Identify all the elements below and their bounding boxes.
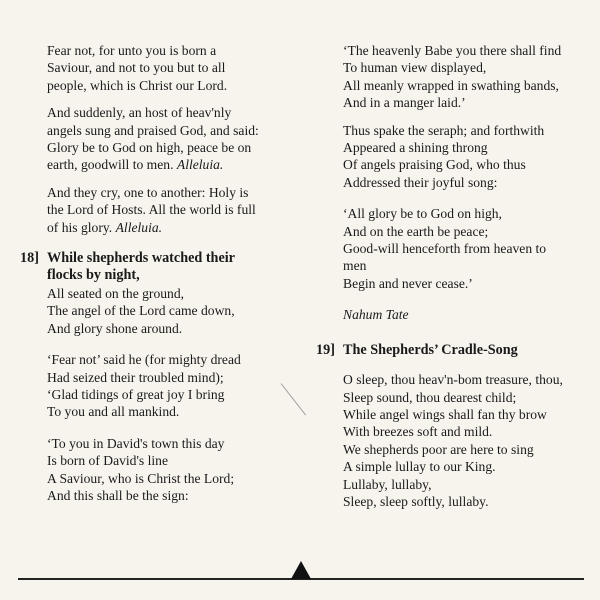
verse-line: A simple lullay to our King. <box>343 459 496 475</box>
verse-line: Had seized their troubled mind); <box>47 369 224 385</box>
verse-line <box>20 156 302 173</box>
verse-line: Saviour, and not to you but to all <box>47 60 226 76</box>
verse-line: Is born of David's line <box>47 453 168 469</box>
stanza <box>20 184 302 236</box>
verse-line: ‘Glad tidings of great joy I bring <box>47 386 225 402</box>
verse-line: Fear not, for unto you is born a <box>47 43 217 58</box>
verse-line: Of angels praising God, who thus <box>343 157 526 173</box>
stanza <box>316 205 592 292</box>
hymn-title-continued: flocks by night, <box>47 267 140 284</box>
verse-line: angels sung and praised God, and said: <box>47 122 259 138</box>
stanza <box>20 351 302 421</box>
verse-line: Sleep, sleep softly, lullaby. <box>343 493 489 509</box>
verse-line: ‘Fear not’ said he (for mighty dread <box>47 352 241 368</box>
hymn-18 <box>20 250 302 337</box>
verse-line: To you and all mankind. <box>47 404 180 420</box>
alleluia-text: Alleluia. <box>115 219 163 235</box>
verse-line: While angel wings shall fan thy brow <box>343 406 547 422</box>
stanza <box>20 104 302 174</box>
triangle-up-icon <box>291 561 311 579</box>
verse-line: To human view displayed, <box>343 60 487 76</box>
stanza <box>316 122 592 192</box>
right-column <box>316 42 592 520</box>
verse-line: Addressed their joyful song: <box>343 174 498 190</box>
author-credit: Nahum Tate <box>343 307 409 323</box>
verse-line: And in a manger laid.’ <box>343 95 466 111</box>
verse-line: And on the earth be peace; <box>343 223 489 239</box>
verse-line: Appeared a shining throng <box>343 140 488 156</box>
stanza <box>20 435 302 505</box>
verse-line: Glory be to God on high, peace be on <box>47 140 252 156</box>
verse-line: And they cry, one to another: Holy is <box>47 184 249 200</box>
hymn-number: 18] <box>20 250 39 267</box>
verse-line: the Lord of Hosts. All the world is full <box>47 202 256 218</box>
verse-line: ‘The heavenly Babe you there shall find <box>343 43 562 58</box>
hymn-title: While shepherds watched their <box>47 250 235 267</box>
left-column <box>20 42 302 514</box>
alleluia-text: Alleluia. <box>176 157 224 173</box>
hymn-number: 19] <box>316 341 335 358</box>
hymn-title: The Shepherds’ Cradle-Song <box>343 341 518 358</box>
hymn-19 <box>316 342 592 511</box>
verse-line: Begin and never cease.’ <box>343 275 473 291</box>
verse-line: O sleep, thou heav'n-bom treasure, thou, <box>343 372 563 388</box>
verse-line <box>20 219 302 236</box>
hymn-19-heading <box>316 342 592 359</box>
hymn-18-heading <box>20 250 302 267</box>
verse-line: Good-will henceforth from heaven to <box>343 241 547 257</box>
verse-line: All seated on the ground, <box>47 285 185 301</box>
verse-line: The angel of the Lord came down, <box>47 303 235 319</box>
verse-text: earth, goodwill to men. <box>47 157 174 173</box>
verse-line: Sleep sound, thou dearest child; <box>343 389 517 405</box>
stanza <box>316 42 592 112</box>
verse-line: men <box>343 258 367 274</box>
verse-line: Thus spake the seraph; and forthwith <box>343 122 545 138</box>
stanza <box>20 42 302 94</box>
verse-line: A Saviour, who is Christ the Lord; <box>47 470 235 486</box>
verse-line: ‘To you in David's town this day <box>47 435 225 451</box>
verse-text: of his glory. <box>47 219 113 235</box>
verse-line: All meanly wrapped in swathing bands, <box>343 77 559 93</box>
verse-line: ‘All glory be to God on high, <box>343 206 502 222</box>
verse-line: And suddenly, an host of heav'nly <box>47 105 232 121</box>
verse-line: And this shall be the sign: <box>47 487 189 503</box>
verse-line: We shepherds poor are here to sing <box>343 441 534 457</box>
verse-line: people, which is Christ our Lord. <box>47 77 228 93</box>
verse-line: Lullaby, lullaby, <box>343 476 432 492</box>
verse-line: With breezes soft and mild. <box>343 424 493 440</box>
verse-line: And glory shone around. <box>47 320 183 336</box>
